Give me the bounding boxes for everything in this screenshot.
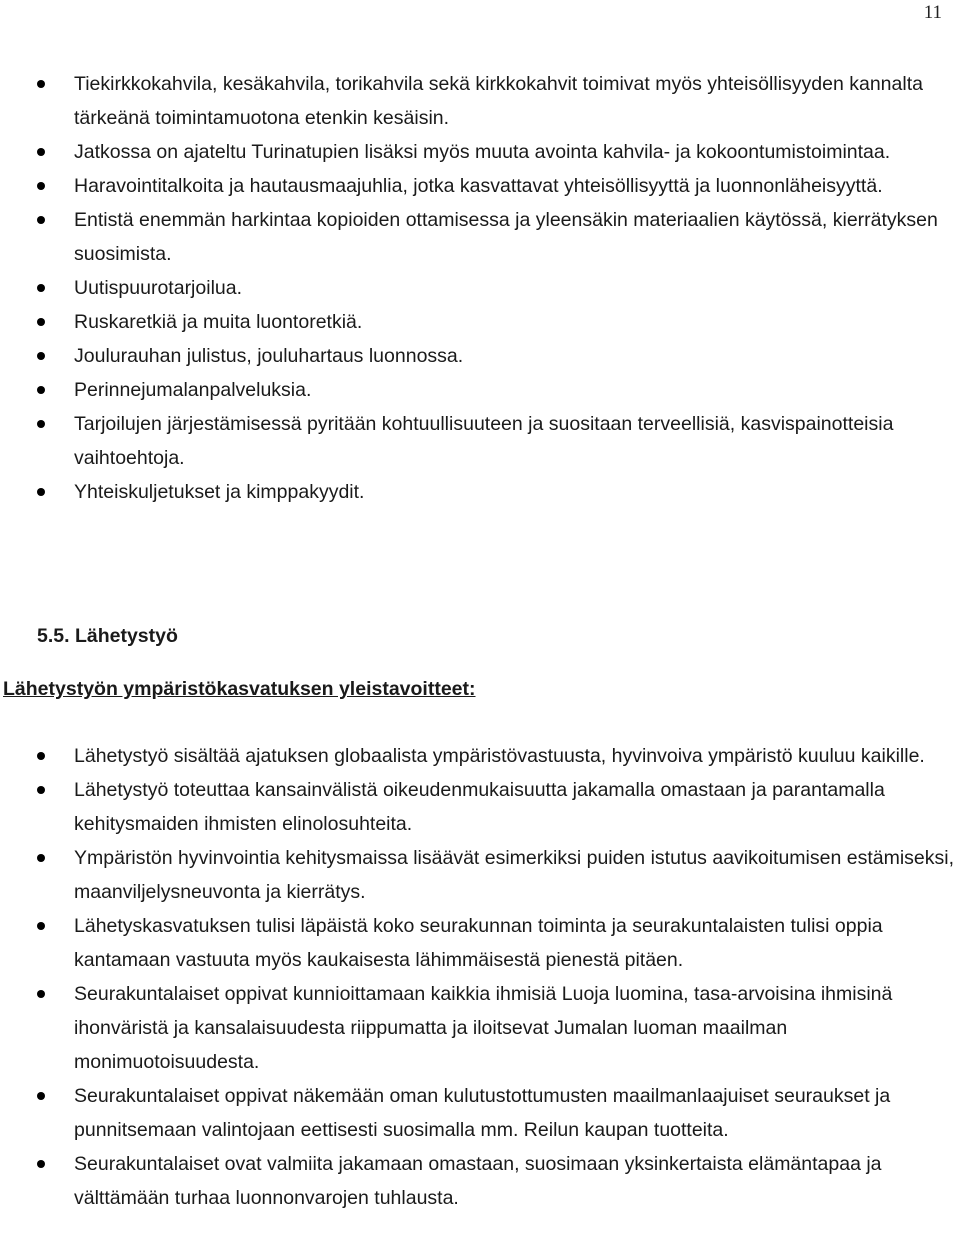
list-item — [0, 475, 960, 509]
list-item — [0, 739, 960, 773]
list-item-text: Joulurauhan julistus, jouluhartaus luonnossa. — [74, 345, 464, 367]
bullet-icon — [37, 80, 45, 88]
list-item — [0, 135, 960, 169]
bullet-icon — [37, 386, 45, 394]
bullet-icon — [37, 1160, 45, 1168]
bullet-list-goals — [0, 739, 960, 1215]
bullet-icon — [37, 352, 45, 360]
list-item-text: Perinnejumalanpalveluksia. — [74, 379, 312, 401]
bullet-icon — [37, 182, 45, 190]
bullet-icon — [37, 284, 45, 292]
bullet-icon — [37, 752, 45, 760]
bullet-icon — [37, 420, 45, 428]
section-heading: 5.5. Lähetystyö — [37, 625, 178, 647]
list-item — [0, 169, 960, 203]
list-item-text: Lähetystyö sisältää ajatuksen globaalista ympäristövastuusta, hyvinvoiva ympäristö kuuluu kaikille. — [74, 745, 925, 767]
bullet-icon — [37, 216, 45, 224]
list-item-text: Entistä enemmän harkintaa kopioiden ottamisessa ja yleensäkin materiaalien käytössä, kierrätyksen suosimista. — [74, 209, 938, 265]
bullet-icon — [37, 922, 45, 930]
bullet-icon — [37, 990, 45, 998]
list-item — [0, 1079, 960, 1147]
list-item-text: Seurakuntalaiset oppivat näkemään oman kulutustottumusten maailmanlaajuiset seuraukset ja punnitsemaan valintojaan eettisesti suosimalla mm. Reilun kaupan tuotteita. — [74, 1085, 891, 1141]
list-item-text: Lähetyskasvatuksen tulisi läpäistä koko seurakunnan toiminta ja seurakuntalaisten tulisi oppia kantamaan vastuuta myös kaukaisesta lähimmäisestä pienestä pitäen. — [74, 915, 883, 971]
bullet-icon — [37, 1092, 45, 1100]
list-item — [0, 271, 960, 305]
list-item-text: Ympäristön hyvinvointia kehitysmaissa lisäävät esimerkiksi puiden istutus aavikoitumisen estämiseksi, maanviljelysneuvonta ja kierrätys. — [74, 847, 955, 903]
list-item-text: Yhteiskuljetukset ja kimppakyydit. — [74, 481, 365, 503]
list-item-text: Ruskaretkiä ja muita luontoretkiä. — [74, 311, 363, 333]
list-item-text: Seurakuntalaiset oppivat kunnioittamaan kaikkia ihmisiä Luoja luomina, tasa-arvoisina ihmisinä ihonväristä ja kansalaisuudesta riippumatta ja iloitsevat Jumalan luoman maailman monimuotoisuudesta. — [74, 983, 893, 1073]
subheading: Lähetystyön ympäristökasvatuksen yleistavoitteet: — [3, 678, 476, 700]
list-item — [0, 909, 960, 977]
list-item — [0, 407, 960, 475]
bullet-list-activities — [0, 67, 960, 509]
list-item — [0, 1147, 960, 1215]
list-item-text: Seurakuntalaiset ovat valmiita jakamaan omastaan, suosimaan yksinkertaista elämäntapaa ja välttämään turhaa luonnonvarojen tuhlausta. — [74, 1153, 882, 1209]
list-item — [0, 339, 960, 373]
list-item-text: Lähetystyö toteuttaa kansainvälistä oikeudenmukaisuutta jakamalla omastaan ja parantamalla kehitysmaiden ihmisten elinolosuhteita. — [74, 779, 885, 835]
list-item — [0, 841, 960, 909]
list-item — [0, 67, 960, 135]
list-item-text: Haravointitalkoita ja hautausmaajuhlia, jotka kasvattavat yhteisöllisyyttä ja luonnonläheisyyttä. — [74, 175, 883, 197]
list-item-text: Tiekirkkokahvila, kesäkahvila, torikahvila sekä kirkkokahvit toimivat myös yhteisöllisyyden kannalta tärkeänä toimintamuotona etenkin kesäisin. — [74, 73, 923, 129]
bullet-icon — [37, 318, 45, 326]
list-item — [0, 203, 960, 271]
list-item — [0, 305, 960, 339]
bullet-icon — [37, 854, 45, 862]
bullet-icon — [37, 786, 45, 794]
list-item-text: Jatkossa on ajateltu Turinatupien lisäksi myös muuta avointa kahvila- ja kokoontumistoimintaa. — [74, 141, 891, 163]
list-item — [0, 773, 960, 841]
bullet-icon — [37, 488, 45, 496]
list-item — [0, 373, 960, 407]
list-item-text: Tarjoilujen järjestämisessä pyritään kohtuullisuuteen ja suositaan terveellisiä, kasvispainotteisia vaihtoehtoja. — [74, 413, 894, 469]
list-item-text: Uutispuurotarjoilua. — [74, 277, 243, 299]
bullet-icon — [37, 148, 45, 156]
page-number: 11 — [923, 2, 942, 23]
list-item — [0, 977, 960, 1079]
